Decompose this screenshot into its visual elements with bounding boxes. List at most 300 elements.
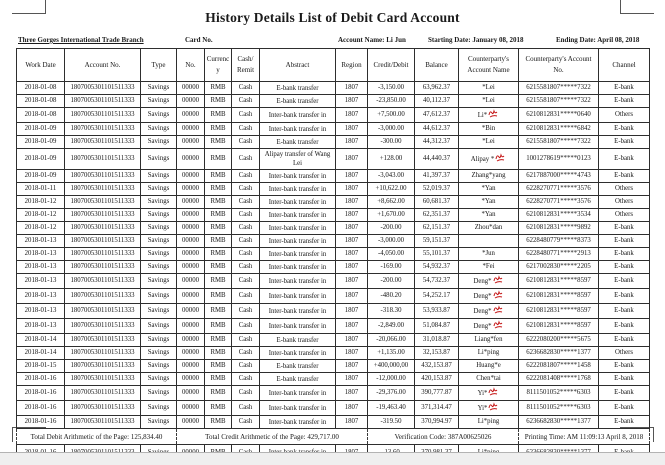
cell-region: 1807 bbox=[336, 108, 368, 123]
cell-counterparty-account-no: 6222080200*****5675 bbox=[519, 334, 599, 347]
col-header-cash-remit: Cash/ Remit bbox=[232, 49, 260, 82]
red-handwriting-mark bbox=[488, 387, 499, 396]
table-row bbox=[17, 222, 650, 235]
cell-credit-debit: -3,150.00 bbox=[368, 82, 415, 95]
cell-type: Savings bbox=[141, 373, 177, 386]
cell-no: 00000 bbox=[177, 209, 205, 222]
col-header-type: Type bbox=[141, 49, 177, 82]
table-row bbox=[17, 261, 650, 274]
cell-credit-debit: +7,500.00 bbox=[368, 108, 415, 123]
col-header-balance: Balance bbox=[415, 49, 459, 82]
cell-no: 00000 bbox=[177, 386, 205, 401]
cell-type: Savings bbox=[141, 196, 177, 209]
cell-counterparty-account-no: 6217887000*****4743 bbox=[519, 170, 599, 183]
cell-abstract: Inter-bank transfer in bbox=[260, 386, 336, 401]
table-row bbox=[17, 289, 650, 304]
cell-abstract: Inter-bank transfer in bbox=[260, 108, 336, 123]
cell-abstract: Inter-bank transfer in bbox=[260, 347, 336, 360]
page-bottom-edge bbox=[0, 452, 665, 465]
cell-credit-debit: -19,463.40 bbox=[368, 401, 415, 416]
statement-table bbox=[16, 48, 650, 460]
cell-region: 1807 bbox=[336, 416, 368, 429]
cell-counterparty-account-no: 6228480779*****8373 bbox=[519, 235, 599, 248]
cell-account-no: 1807005301101511333 bbox=[65, 149, 141, 170]
cell-channel: E-bank bbox=[599, 82, 650, 95]
cell-cash-remit: Cash bbox=[232, 261, 260, 274]
cell-abstract: Inter-bank transfer in bbox=[260, 401, 336, 416]
red-handwriting-mark bbox=[493, 305, 504, 314]
cell-no: 00000 bbox=[177, 373, 205, 386]
cell-abstract: Inter-bank transfer in bbox=[260, 123, 336, 136]
cell-account-no: 1807005301101511333 bbox=[65, 170, 141, 183]
cell-abstract: Inter-bank transfer in bbox=[260, 304, 336, 319]
cell-channel: Others bbox=[599, 183, 650, 196]
cell-counterparty-account-no: 6228270771*****3576 bbox=[519, 196, 599, 209]
cell-account-no: 1807005301101511333 bbox=[65, 386, 141, 401]
cell-type: Savings bbox=[141, 95, 177, 108]
cell-currency: RMB bbox=[205, 289, 232, 304]
table-row bbox=[17, 82, 650, 95]
cell-credit-debit: -200.00 bbox=[368, 222, 415, 235]
cell-work-date: 2018-01-14 bbox=[17, 347, 65, 360]
table-row bbox=[17, 209, 650, 222]
cell-balance: 32,153.87 bbox=[415, 347, 459, 360]
cell-no: 00000 bbox=[177, 261, 205, 274]
cell-region: 1807 bbox=[336, 196, 368, 209]
cell-region: 1807 bbox=[336, 123, 368, 136]
cell-currency: RMB bbox=[205, 261, 232, 274]
cell-no: 00000 bbox=[177, 360, 205, 373]
cell-region: 1807 bbox=[336, 401, 368, 416]
cell-no: 00000 bbox=[177, 196, 205, 209]
cell-account-no: 1807005301101511333 bbox=[65, 373, 141, 386]
cell-account-no: 1807005301101511333 bbox=[65, 319, 141, 334]
cell-type: Savings bbox=[141, 360, 177, 373]
cell-currency: RMB bbox=[205, 209, 232, 222]
cell-work-date: 2018-01-09 bbox=[17, 170, 65, 183]
table-row bbox=[17, 274, 650, 289]
cell-cash-remit: Cash bbox=[232, 416, 260, 429]
cell-balance: 51,084.87 bbox=[415, 319, 459, 334]
cell-channel: E-bank bbox=[599, 248, 650, 261]
table-row bbox=[17, 401, 650, 416]
cell-no: 00000 bbox=[177, 108, 205, 123]
cell-region: 1807 bbox=[336, 183, 368, 196]
cell-cash-remit: Cash bbox=[232, 386, 260, 401]
cell-region: 1807 bbox=[336, 360, 368, 373]
cell-type: Savings bbox=[141, 108, 177, 123]
cell-work-date: 2018-01-13 bbox=[17, 304, 65, 319]
cell-abstract: Inter-bank transfer in bbox=[260, 222, 336, 235]
cell-work-date: 2018-01-15 bbox=[17, 360, 65, 373]
cell-counterparty-account-no: 6236682830*****1377 bbox=[519, 416, 599, 429]
cell-region: 1807 bbox=[336, 261, 368, 274]
cell-credit-debit: +8,662.00 bbox=[368, 196, 415, 209]
total-debit: Total Debit Arithmetic of the Page: 125,834.40 bbox=[17, 429, 177, 445]
cell-cash-remit: Cash bbox=[232, 289, 260, 304]
cell-counterparty-name: Chen*tai bbox=[459, 373, 519, 386]
cell-counterparty-name: *Yan bbox=[459, 183, 519, 196]
cell-abstract: Inter-bank transfer in bbox=[260, 261, 336, 274]
cell-channel: E-bank bbox=[599, 360, 650, 373]
cell-currency: RMB bbox=[205, 183, 232, 196]
cell-counterparty-name: *Yan bbox=[459, 196, 519, 209]
cell-balance: 420,153.87 bbox=[415, 373, 459, 386]
cell-region: 1807 bbox=[336, 82, 368, 95]
table-row bbox=[17, 248, 650, 261]
cell-work-date: 2018-01-08 bbox=[17, 82, 65, 95]
cell-cash-remit: Cash bbox=[232, 401, 260, 416]
cell-abstract: Inter-bank transfer in bbox=[260, 248, 336, 261]
cell-counterparty-account-no: 6215581807*****7322 bbox=[519, 95, 599, 108]
cell-type: Savings bbox=[141, 222, 177, 235]
cell-work-date: 2018-01-13 bbox=[17, 248, 65, 261]
cell-cash-remit: Cash bbox=[232, 304, 260, 319]
cell-cash-remit: Cash bbox=[232, 123, 260, 136]
cell-work-date: 2018-01-12 bbox=[17, 209, 65, 222]
cell-counterparty-name: *Yan bbox=[459, 209, 519, 222]
cell-cash-remit: Cash bbox=[232, 136, 260, 149]
cell-counterparty-name: Alipay * bbox=[459, 149, 519, 170]
cell-cash-remit: Cash bbox=[232, 248, 260, 261]
cell-no: 00000 bbox=[177, 95, 205, 108]
cell-credit-debit: -3,000.00 bbox=[368, 235, 415, 248]
cell-channel: E-bank bbox=[599, 170, 650, 183]
cell-account-no: 1807005301101511333 bbox=[65, 235, 141, 248]
col-header-account-no: Account No. bbox=[65, 49, 141, 82]
cell-counterparty-account-no: 6222081408*****1768 bbox=[519, 373, 599, 386]
cell-work-date: 2018-01-16 bbox=[17, 386, 65, 401]
verification-code: Verification Code: 387A00625026 bbox=[368, 429, 519, 445]
cell-account-no: 1807005301101511333 bbox=[65, 248, 141, 261]
cell-channel: E-bank bbox=[599, 373, 650, 386]
cell-balance: 432,153.87 bbox=[415, 360, 459, 373]
cell-counterparty-name: Zhou*dan bbox=[459, 222, 519, 235]
cell-abstract: Inter-bank transfer in bbox=[260, 209, 336, 222]
cell-account-no: 1807005301101511333 bbox=[65, 334, 141, 347]
cell-account-no: 1807005301101511333 bbox=[65, 95, 141, 108]
cell-channel: E-bank bbox=[599, 416, 650, 429]
cell-cash-remit: Cash bbox=[232, 222, 260, 235]
page-summary-row bbox=[17, 429, 650, 445]
cell-currency: RMB bbox=[205, 416, 232, 429]
cell-no: 00000 bbox=[177, 416, 205, 429]
cell-type: Savings bbox=[141, 149, 177, 170]
cell-abstract: Inter-bank transfer in bbox=[260, 319, 336, 334]
cell-credit-debit: -480.20 bbox=[368, 289, 415, 304]
cell-work-date: 2018-01-14 bbox=[17, 334, 65, 347]
cell-balance: 44,312.37 bbox=[415, 136, 459, 149]
cell-counterparty-name: *Jun bbox=[459, 248, 519, 261]
cell-currency: RMB bbox=[205, 95, 232, 108]
cell-work-date: 2018-01-08 bbox=[17, 95, 65, 108]
cell-account-no: 1807005301101511333 bbox=[65, 347, 141, 360]
cell-counterparty-account-no: 6210812831*****0640 bbox=[519, 108, 599, 123]
col-header-counterparty-name: Counterparty's Account Name bbox=[459, 49, 519, 82]
cell-abstract: Inter-bank transfer in bbox=[260, 416, 336, 429]
cell-region: 1807 bbox=[336, 304, 368, 319]
cell-type: Savings bbox=[141, 334, 177, 347]
cell-balance: 54,932.37 bbox=[415, 261, 459, 274]
cell-balance: 370,994.97 bbox=[415, 416, 459, 429]
table-row bbox=[17, 183, 650, 196]
cell-balance: 44,440.37 bbox=[415, 149, 459, 170]
cell-counterparty-name: *Lei bbox=[459, 95, 519, 108]
cell-currency: RMB bbox=[205, 196, 232, 209]
table-row bbox=[17, 123, 650, 136]
cell-abstract: E-bank transfer bbox=[260, 95, 336, 108]
cell-currency: RMB bbox=[205, 386, 232, 401]
cell-cash-remit: Cash bbox=[232, 235, 260, 248]
cell-counterparty-name bbox=[459, 235, 519, 248]
cell-counterparty-name: Yi* bbox=[459, 386, 519, 401]
cell-type: Savings bbox=[141, 347, 177, 360]
cell-credit-debit: -4,050.00 bbox=[368, 248, 415, 261]
col-header-credit-debit: Credit/Debit bbox=[368, 49, 415, 82]
cell-account-no: 1807005301101511333 bbox=[65, 123, 141, 136]
cell-channel: E-bank bbox=[599, 304, 650, 319]
cell-currency: RMB bbox=[205, 149, 232, 170]
cell-balance: 55,101.37 bbox=[415, 248, 459, 261]
cell-counterparty-account-no: 6228270771*****3576 bbox=[519, 183, 599, 196]
table-body bbox=[17, 82, 650, 460]
cell-counterparty-account-no: 8111501052*****6303 bbox=[519, 401, 599, 416]
cell-currency: RMB bbox=[205, 274, 232, 289]
cell-currency: RMB bbox=[205, 347, 232, 360]
cell-credit-debit: -319.50 bbox=[368, 416, 415, 429]
cell-balance: 62,351.37 bbox=[415, 209, 459, 222]
col-header-channel: Channel bbox=[599, 49, 650, 82]
cell-credit-debit: -12,000.00 bbox=[368, 373, 415, 386]
cell-account-no: 1807005301101511333 bbox=[65, 196, 141, 209]
cell-counterparty-name: Yi* bbox=[459, 401, 519, 416]
cell-balance: 31,018.87 bbox=[415, 334, 459, 347]
cell-balance: 47,612.37 bbox=[415, 108, 459, 123]
cell-currency: RMB bbox=[205, 170, 232, 183]
cell-channel: Others bbox=[599, 347, 650, 360]
cell-abstract: Inter-bank transfer in bbox=[260, 183, 336, 196]
cell-region: 1807 bbox=[336, 334, 368, 347]
red-handwriting-mark bbox=[493, 320, 504, 329]
cell-account-no: 1807005301101511333 bbox=[65, 304, 141, 319]
cell-counterparty-account-no: 6236682830*****1377 bbox=[519, 347, 599, 360]
table-row bbox=[17, 136, 650, 149]
account-name: Account Name: Li Jun bbox=[338, 36, 406, 44]
page-title: History Details List of Debit Card Account bbox=[205, 10, 460, 25]
cell-abstract: Inter-bank transfer in bbox=[260, 289, 336, 304]
cell-channel: Others bbox=[599, 196, 650, 209]
cell-counterparty-account-no: 6228480771*****2913 bbox=[519, 248, 599, 261]
cell-counterparty-account-no: 6210812831*****8597 bbox=[519, 289, 599, 304]
cell-work-date: 2018-01-09 bbox=[17, 123, 65, 136]
table-row bbox=[17, 170, 650, 183]
cell-work-date: 2018-01-13 bbox=[17, 274, 65, 289]
cell-balance: 54,252.17 bbox=[415, 289, 459, 304]
cell-work-date: 2018-01-12 bbox=[17, 196, 65, 209]
cell-balance: 390,777.87 bbox=[415, 386, 459, 401]
cell-cash-remit: Cash bbox=[232, 95, 260, 108]
cell-balance: 59,151.37 bbox=[415, 235, 459, 248]
cell-account-no: 1807005301101511333 bbox=[65, 401, 141, 416]
cell-counterparty-account-no: 6210812831*****9892 bbox=[519, 222, 599, 235]
cell-credit-debit: -20,066.00 bbox=[368, 334, 415, 347]
cell-abstract: Inter-bank transfer in bbox=[260, 274, 336, 289]
cell-cash-remit: Cash bbox=[232, 209, 260, 222]
cell-credit-debit: -29,376.00 bbox=[368, 386, 415, 401]
cell-counterparty-name: Deng* bbox=[459, 274, 519, 289]
cell-balance: 52,019.37 bbox=[415, 183, 459, 196]
cell-no: 00000 bbox=[177, 183, 205, 196]
red-handwriting-mark bbox=[488, 402, 499, 411]
cell-type: Savings bbox=[141, 170, 177, 183]
cell-cash-remit: Cash bbox=[232, 274, 260, 289]
cell-channel: E-bank bbox=[599, 95, 650, 108]
cell-cash-remit: Cash bbox=[232, 347, 260, 360]
cell-no: 00000 bbox=[177, 319, 205, 334]
cell-cash-remit: Cash bbox=[232, 334, 260, 347]
cell-no: 00000 bbox=[177, 235, 205, 248]
cell-channel: E-bank bbox=[599, 136, 650, 149]
cell-no: 00000 bbox=[177, 170, 205, 183]
cell-region: 1807 bbox=[336, 274, 368, 289]
cell-counterparty-name: Liang*fen bbox=[459, 334, 519, 347]
cell-counterparty-account-no: 6210812831*****3534 bbox=[519, 209, 599, 222]
cell-counterparty-account-no: 6210812831*****8597 bbox=[519, 319, 599, 334]
cell-currency: RMB bbox=[205, 123, 232, 136]
cell-account-no: 1807005301101511333 bbox=[65, 274, 141, 289]
cell-region: 1807 bbox=[336, 149, 368, 170]
cell-credit-debit: -3,000.00 bbox=[368, 123, 415, 136]
table-row bbox=[17, 108, 650, 123]
printing-time: Printing Time: AM 11:09:13 April 8, 2018 bbox=[519, 429, 650, 445]
col-header-abstract: Abstract bbox=[260, 49, 336, 82]
cell-counterparty-name: Deng* bbox=[459, 289, 519, 304]
cell-work-date: 2018-01-12 bbox=[17, 222, 65, 235]
cell-credit-debit: +128.00 bbox=[368, 149, 415, 170]
ending-date: Ending Date: April 08, 2018 bbox=[556, 36, 640, 44]
cell-balance: 44,612.37 bbox=[415, 123, 459, 136]
cell-region: 1807 bbox=[336, 248, 368, 261]
cell-channel: E-bank bbox=[599, 274, 650, 289]
col-header-currency: Currency bbox=[205, 49, 232, 82]
cell-account-no: 1807005301101511333 bbox=[65, 183, 141, 196]
table-row bbox=[17, 373, 650, 386]
cell-type: Savings bbox=[141, 209, 177, 222]
cell-cash-remit: Cash bbox=[232, 108, 260, 123]
table-row bbox=[17, 196, 650, 209]
cell-account-no: 1807005301101511333 bbox=[65, 289, 141, 304]
table-row bbox=[17, 149, 650, 170]
cell-counterparty-name: *Lei bbox=[459, 136, 519, 149]
table-row bbox=[17, 360, 650, 373]
table-row bbox=[17, 95, 650, 108]
cell-work-date: 2018-01-13 bbox=[17, 319, 65, 334]
cell-type: Savings bbox=[141, 261, 177, 274]
cell-work-date: 2018-01-13 bbox=[17, 235, 65, 248]
cell-credit-debit: -318.30 bbox=[368, 304, 415, 319]
cell-no: 00000 bbox=[177, 289, 205, 304]
cell-counterparty-name: Huang*e bbox=[459, 360, 519, 373]
cell-region: 1807 bbox=[336, 373, 368, 386]
cell-counterparty-name: Li* bbox=[459, 108, 519, 123]
cell-region: 1807 bbox=[336, 235, 368, 248]
cell-abstract: Inter-bank transfer in bbox=[260, 196, 336, 209]
cell-abstract: Inter-bank transfer in bbox=[260, 170, 336, 183]
cell-balance: 62,151.37 bbox=[415, 222, 459, 235]
cell-counterparty-account-no: 6210812831*****8597 bbox=[519, 274, 599, 289]
cell-work-date: 2018-01-08 bbox=[17, 108, 65, 123]
cell-counterparty-name: Deng* bbox=[459, 304, 519, 319]
red-handwriting-mark bbox=[488, 109, 499, 118]
cell-account-no: 1807005301101511333 bbox=[65, 136, 141, 149]
cell-region: 1807 bbox=[336, 222, 368, 235]
cell-work-date: 2018-01-16 bbox=[17, 373, 65, 386]
cell-no: 00000 bbox=[177, 334, 205, 347]
cell-cash-remit: Cash bbox=[232, 360, 260, 373]
cell-channel: E-bank bbox=[599, 386, 650, 401]
cell-currency: RMB bbox=[205, 319, 232, 334]
cell-credit-debit: -169.00 bbox=[368, 261, 415, 274]
cell-type: Savings bbox=[141, 401, 177, 416]
cell-no: 00000 bbox=[177, 82, 205, 95]
cell-counterparty-account-no: 6215581807*****7322 bbox=[519, 82, 599, 95]
cell-work-date: 2018-01-13 bbox=[17, 289, 65, 304]
cell-counterparty-name: Zhang*yang bbox=[459, 170, 519, 183]
cell-type: Savings bbox=[141, 416, 177, 429]
cell-counterparty-account-no: 6215581807*****7322 bbox=[519, 136, 599, 149]
cell-currency: RMB bbox=[205, 334, 232, 347]
table-row bbox=[17, 235, 650, 248]
cell-counterparty-account-no: 8111501052*****6303 bbox=[519, 386, 599, 401]
cell-region: 1807 bbox=[336, 209, 368, 222]
cell-account-no: 1807005301101511333 bbox=[65, 222, 141, 235]
cell-currency: RMB bbox=[205, 235, 232, 248]
cell-cash-remit: Cash bbox=[232, 373, 260, 386]
cell-credit-debit: -200.00 bbox=[368, 274, 415, 289]
cell-credit-debit: -300.00 bbox=[368, 136, 415, 149]
col-header-work-date: Work Date bbox=[17, 49, 65, 82]
cell-work-date: 2018-01-09 bbox=[17, 136, 65, 149]
table-row bbox=[17, 386, 650, 401]
col-header-no: No. bbox=[177, 49, 205, 82]
statement-meta bbox=[0, 36, 665, 48]
cell-currency: RMB bbox=[205, 401, 232, 416]
cell-abstract: Alipay transfer of Wang Lei bbox=[260, 149, 336, 170]
cell-no: 00000 bbox=[177, 274, 205, 289]
cell-currency: RMB bbox=[205, 82, 232, 95]
cell-work-date: 2018-01-13 bbox=[17, 261, 65, 274]
cell-counterparty-name: *Fei bbox=[459, 261, 519, 274]
cell-abstract: E-bank transfer bbox=[260, 334, 336, 347]
table-header bbox=[17, 49, 650, 82]
cell-currency: RMB bbox=[205, 136, 232, 149]
cell-counterparty-account-no: 1001278619*****0123 bbox=[519, 149, 599, 170]
col-header-region: Region bbox=[336, 49, 368, 82]
cell-counterparty-name: *Lei bbox=[459, 82, 519, 95]
table-row bbox=[17, 319, 650, 334]
cell-cash-remit: Cash bbox=[232, 82, 260, 95]
starting-date: Starting Date: January 08, 2018 bbox=[428, 36, 524, 44]
cell-type: Savings bbox=[141, 289, 177, 304]
cell-account-no: 1807005301101511333 bbox=[65, 82, 141, 95]
cell-channel: E-bank bbox=[599, 334, 650, 347]
cell-credit-debit: +1,135.00 bbox=[368, 347, 415, 360]
cell-account-no: 1807005301101511333 bbox=[65, 416, 141, 429]
cell-abstract: E-bank transfer bbox=[260, 360, 336, 373]
cell-balance: 371,314.47 bbox=[415, 401, 459, 416]
cell-credit-debit: +400,000,00 bbox=[368, 360, 415, 373]
col-header-counterparty-account-no: Counterparty's Account No. bbox=[519, 49, 599, 82]
